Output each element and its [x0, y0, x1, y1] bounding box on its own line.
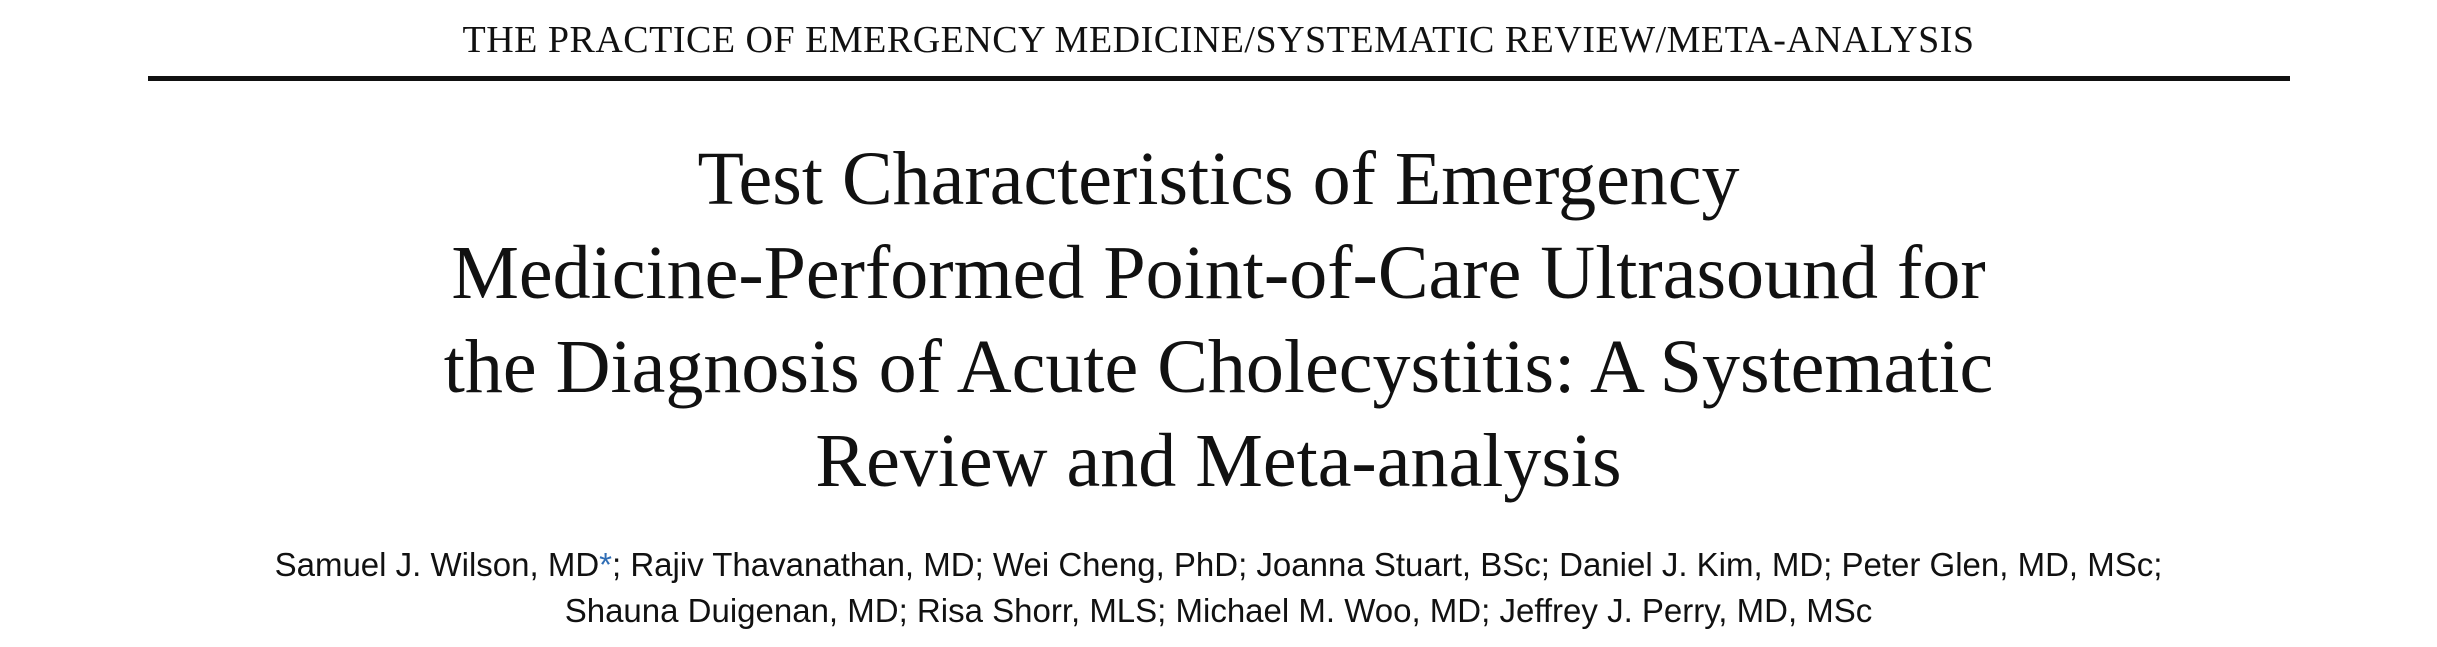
author-line	[0, 542, 2437, 588]
article-title	[0, 132, 2437, 508]
author-text: ; Rajiv Thavanathan, MD; Wei Cheng, PhD; Joanna Stuart, BSc; Daniel J. Kim, MD; Peter Glen, MD, MSc;	[612, 546, 2163, 583]
title-line: Medicine-Performed Point-of-Care Ultrasound for	[451, 231, 1986, 315]
author-list	[0, 542, 2437, 634]
author-line: Shauna Duigenan, MD; Risa Shorr, MLS; Michael M. Woo, MD; Jeffrey J. Perry, MD, MSc	[564, 592, 1873, 629]
corresponding-author-link[interactable]: *	[599, 546, 613, 583]
header-rule	[148, 76, 2290, 81]
title-line: the Diagnosis of Acute Cholecystitis: A Systematic	[443, 325, 1994, 409]
author-text: Samuel J. Wilson, MD	[274, 546, 600, 583]
section-header: THE PRACTICE OF EMERGENCY MEDICINE/SYSTEMATIC REVIEW/META-ANALYSIS	[462, 19, 1975, 61]
title-line: Test Characteristics of Emergency	[697, 137, 1740, 221]
title-line: Review and Meta-analysis	[815, 419, 1622, 503]
